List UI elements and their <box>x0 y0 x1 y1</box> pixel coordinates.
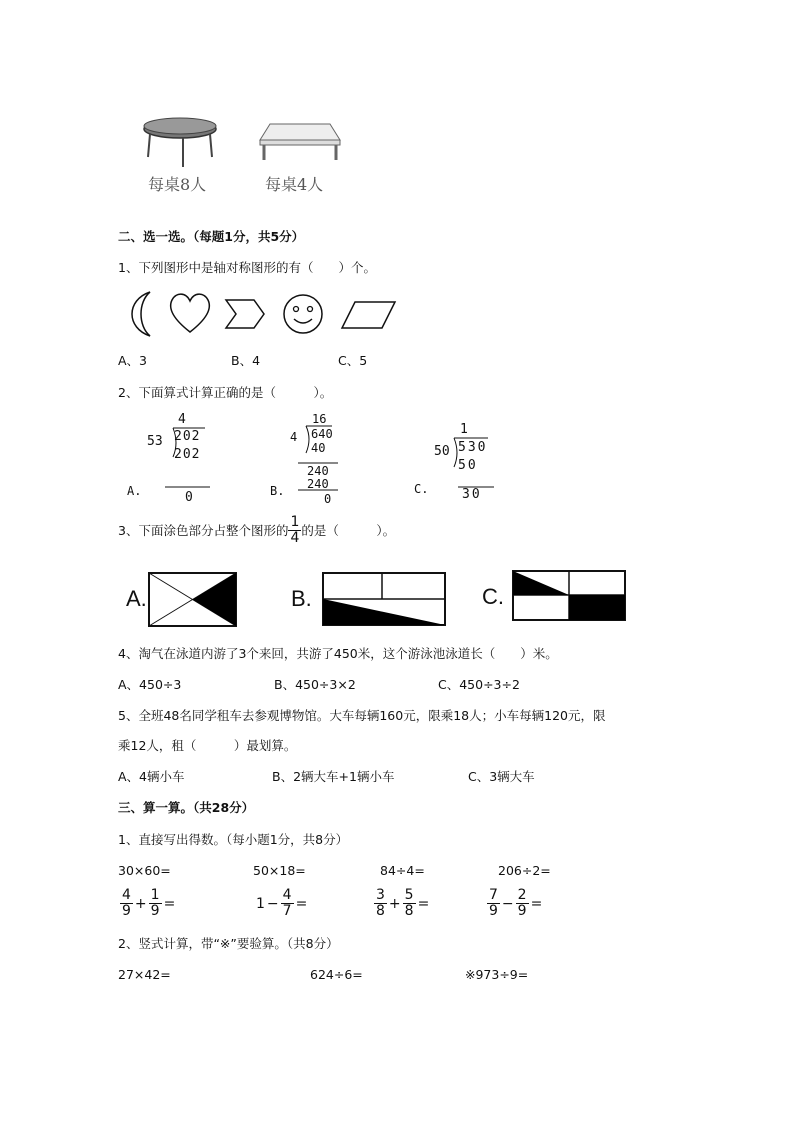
q1-option-c: C、5 <box>338 353 368 368</box>
q3-fraction: $\frac{1}{4}$ <box>290 514 300 546</box>
vertical-calc-2: 624÷6= <box>310 967 363 982</box>
heart-icon <box>171 294 210 332</box>
q2-c-remainder: 30 <box>462 487 482 502</box>
q4-option-a: A、450÷3 <box>118 677 182 692</box>
q2-a-label: A. <box>127 484 142 498</box>
calc-item-1: 30×60= <box>118 863 171 878</box>
q2-b-dividend: 640 <box>311 427 333 441</box>
q2-c-label: C. <box>414 482 429 496</box>
q2-a-divisor: 53 <box>147 434 163 449</box>
vertical-calc-3: ※973÷9= <box>465 967 529 982</box>
q5-text-line1: 5、全班48名同学租车去参观博物馆。大车每辆160元，限乘18人；小车每辆120元，限 <box>118 708 606 723</box>
q5-option-b: B、2辆大车+1辆小车 <box>272 769 395 784</box>
q2-a-remainder: 0 <box>185 490 193 505</box>
q2-a-product: 202 <box>174 447 201 462</box>
q3-figure-b <box>322 572 447 627</box>
q2-text: 2、下面算式计算正确的是（ ）。 <box>118 385 333 400</box>
q3-label-b: B. <box>291 586 312 611</box>
fraction-expr-3: $\frac{3}{8}$ + $\frac{5}{8}$ = <box>376 887 430 919</box>
q2-b-line3: 240 <box>307 477 329 491</box>
q2-b-line1: 40 <box>311 441 326 455</box>
q2-b-line2: 240 <box>307 464 329 478</box>
fraction-expr-2: 1 − $\frac{4}{7}$ = <box>256 887 308 919</box>
q5-option-a: A、4辆小车 <box>118 769 185 784</box>
vertical-calc-1: 27×42= <box>118 967 171 982</box>
parallelogram-icon <box>342 302 395 328</box>
q1-shapes <box>120 288 400 340</box>
q3-label-c: C. <box>482 584 504 609</box>
q2-c-quotient: 1 <box>460 422 468 437</box>
rect-table-image <box>260 124 340 160</box>
q3-figure-a <box>148 572 238 628</box>
tables-illustration <box>135 112 365 170</box>
q2-a-dividend: 202 <box>174 429 201 444</box>
q2-b-remainder: 0 <box>324 492 332 506</box>
s3-q1-text: 1、直接写出得数。（每小题1分，共8分） <box>118 832 349 847</box>
q2-c-divisor: 50 <box>434 444 450 459</box>
section-2-title: 二、选一选。（每题1分，共5分） <box>118 229 305 244</box>
q2-division-b <box>268 410 368 505</box>
calc-item-4: 206÷2= <box>498 863 551 878</box>
q2-division-a <box>125 412 225 507</box>
crescent-icon <box>132 292 150 336</box>
q2-b-quotient: 16 <box>312 412 327 426</box>
q1-option-a: A、3 <box>118 353 148 368</box>
chevron-shape-icon <box>226 300 264 328</box>
q2-division-c <box>412 420 512 510</box>
q5-text-line2: 乘12人，租（ ）最划算。 <box>118 738 297 753</box>
q4-option-c: C、450÷3÷2 <box>438 677 520 692</box>
calc-item-3: 84÷4= <box>380 863 425 878</box>
section-3-title: 三、算一算。（共28分） <box>118 800 255 815</box>
q2-b-divisor: 4 <box>290 430 298 444</box>
fraction-expr-1: $\frac{4}{9}$ + $\frac{1}{9}$ = <box>122 887 176 919</box>
q4-option-b: B、450÷3×2 <box>274 677 356 692</box>
q2-a-quotient: 4 <box>178 412 186 427</box>
q2-c-product: 50 <box>458 458 478 473</box>
q4-text: 4、淘气在泳道内游了3个来回，共游了450米，这个游泳池泳道长（ ）米。 <box>118 646 558 661</box>
rect-table-caption: 每桌4人 <box>265 175 324 194</box>
smiley-face-icon <box>284 295 322 333</box>
fraction-expr-4: $\frac{7}{9}$ − $\frac{2}{9}$ = <box>489 887 543 919</box>
q3-label-a: A. <box>126 586 147 611</box>
q3-text: 3、下面涂色部分占整个图形的 $\frac{1}{4}$ 的是（ ）。 <box>118 514 396 546</box>
calc-item-2: 50×18= <box>253 863 306 878</box>
q1-text: 1、下列图形中是轴对称图形的有（ ）个。 <box>118 260 376 275</box>
q1-option-b: B、4 <box>231 353 261 368</box>
round-table-image <box>144 118 216 167</box>
q2-c-dividend: 530 <box>458 440 488 455</box>
s3-q2-text: 2、竖式计算，带“※”要验算。（共8分） <box>118 936 339 951</box>
q5-option-c: C、3辆大车 <box>468 769 535 784</box>
q2-b-label: B. <box>270 484 285 498</box>
round-table-caption: 每桌8人 <box>148 175 207 194</box>
q3-figure-c <box>512 570 627 622</box>
